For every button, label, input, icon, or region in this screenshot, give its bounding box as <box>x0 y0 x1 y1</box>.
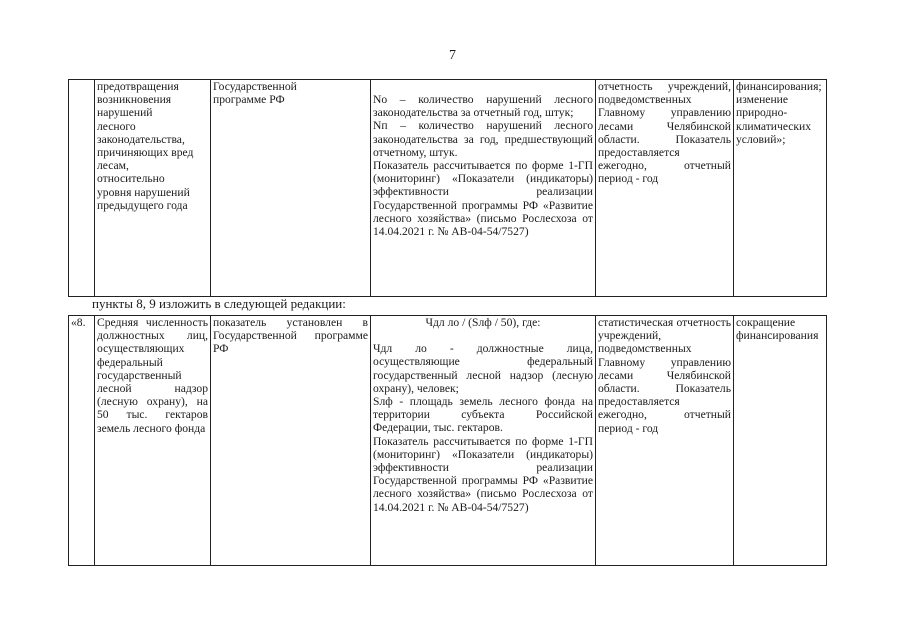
indicator-table-continued <box>68 79 827 297</box>
cell-reporting: статистическая отчетность учреждений, подведомственных Главному управлению лесами Челябинской области. Показатель предоставляется ежегодно, отчетный период - год <box>596 316 734 566</box>
cell-number: «8. <box>69 316 95 566</box>
cell-formula: No – количество нарушений лесного законодательства за отчетный год, штук; Nп – количество нарушений лесного законодательства за год, предшествующий отчетному, штук. Показатель рассчитывается по форме 1-ГП (мониторинг) «Показатели (индикаторы) эффективности реализации Государственной программы РФ «Развитие лесного хозяйства» (письмо Рослесхоза от 14.04.2021 г. № АВ-04-54/7527) <box>371 80 596 297</box>
cell-reporting: отчетность учреждений, подведомственных Главному управлению лесами Челябинской области. Показатель предоставляется ежегодно, отчетный период - год <box>596 80 734 297</box>
cell-indicator-name: Средняя численность должностных лиц, осуществляющих федеральный государственный лесной надзор (лесную охрану), на 50 тыс. гектаров земель лесного фонда <box>95 316 211 566</box>
table-row <box>69 80 827 297</box>
cell-source: Государственной программе РФ <box>211 80 371 297</box>
cell-formula: Чдл ло / (Sлф / 50), где: Чдл ло - должностные лица, осуществляющие федеральный государственный лесной надзор (лесную охрану), человек; Sлф - площадь земель лесного фонда на территории субъекта Российской Федерации, тыс. гектаров. Показатель рассчитывается по форме 1-ГП (мониторинг) «Показатели (индикаторы) эффективности реализации Государственной программы РФ «Развитие лесного хозяйства» (письмо Рослесхоза от 14.04.2021 г. № АВ-04-54/7527) <box>371 316 596 566</box>
cell-risks: финансирования; изменение природно- климатических условий»; <box>734 80 827 297</box>
cell-risks: сокращение финансирования <box>734 316 827 566</box>
cell-number <box>69 80 95 297</box>
amendment-text: пункты 8, 9 изложить в следующей редакции: <box>92 296 346 311</box>
cell-source: показатель установлен в Государственной программе РФ <box>211 316 371 566</box>
table-row <box>69 316 827 566</box>
cell-indicator-name: предотвращения возникновения нарушений лесного законодательства, причиняющих вред лесам, относительно уровня нарушений предыдущего года <box>95 80 211 297</box>
indicator-table-item-8 <box>68 315 827 566</box>
page-number: 7 <box>449 48 456 63</box>
formula-header: Чдл ло / (Sлф / 50), где: <box>425 316 541 329</box>
